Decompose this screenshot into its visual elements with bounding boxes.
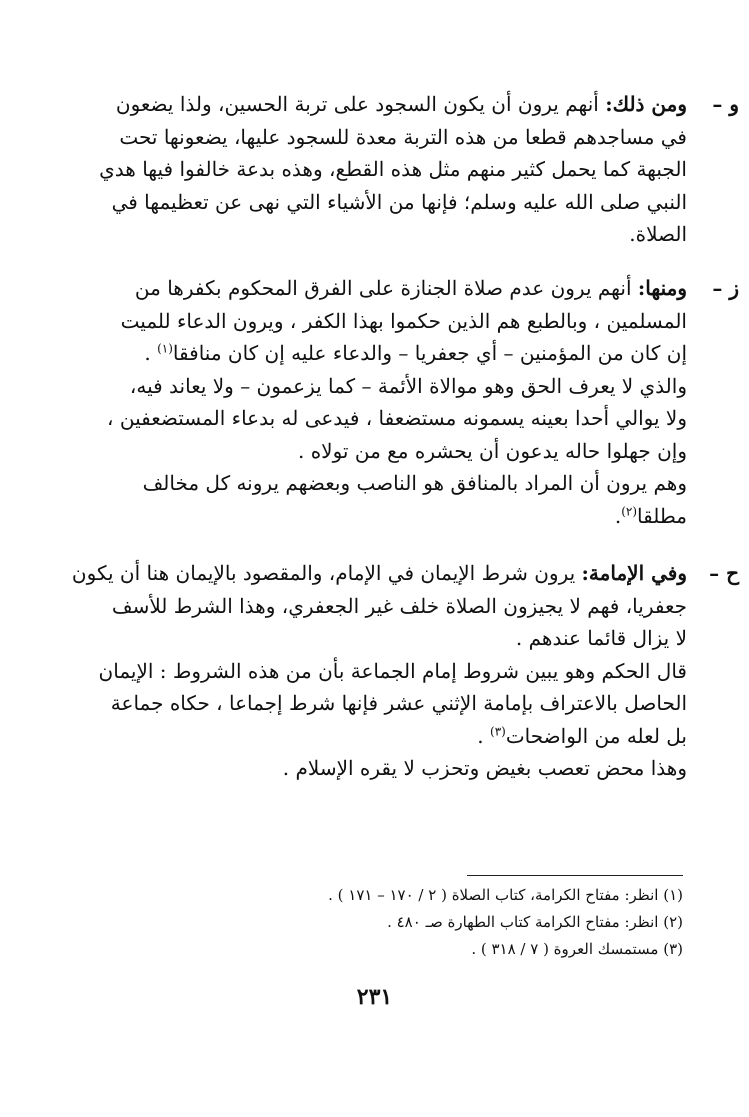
section-ha [71,557,739,785]
footnote-mark: (٢) [621,503,638,518]
text-line: لا يزال قائما عندهم . [515,626,687,650]
text-line: المسلمين ، وبالطبع هم الذين حكموا بهذا الكفر ، ويرون الدعاء للميت [120,308,687,333]
text-line: ومن ذلك: أنهم يرون أن يكون السجود على تربة الحسين، ولذا يضعون [115,92,687,116]
section-zay [107,272,739,532]
section-label: ح – [709,561,739,585]
text-line: قال الحكم وهو يبين شروط إمام الجماعة بأن من هذه الشروط : الإيمان [98,658,687,683]
text-line: في مساجدهم قطعا من هذه التربة معدة للسجود عليها، يضعونها تحت [119,124,687,149]
text-line: وهم يرون أن المراد بالمنافق هو الناصب وبعضهم يرونه كل مخالف [142,471,687,495]
section-waw [99,88,739,251]
text-line: ومنها: أنهم يرون عدم صلاة الجنازة على الفرق المحكوم بكفرها من [134,276,687,300]
text-line: مطلقا$^{(٢)}$. [614,503,687,528]
text-line: النبي صلى الله عليه وسلم؛ فإنها من الأشياء التي نهى عن تعظيمها في [111,189,687,214]
section-heading: وفي الإمامة: [581,561,687,585]
text-line: وفي الإمامة: يرون شرط الإيمان في الإمام، والمقصود بالإيمان هنا أن يكون [71,561,687,585]
text-line: وهذا محض تعصب بغيض وتحزب لا يقره الإسلام . [282,756,687,780]
footnote-item: (٢) انظر: مفتاح الكرامة كتاب الطهارة صـ ٤٨٠ . [387,913,683,931]
footnote-item: (١) انظر: مفتاح الكرامة، كتاب الصلاة ( ٢ / ١٧٠ – ١٧١ ) . [328,886,683,904]
section-label: و – [712,92,739,116]
text-line: الجبهة كما يحمل كثير منهم مثل هذه القطع، وهذه بدعة خالفوا فيها هدي [99,157,687,181]
text-line: جعفريا، فهم لا يجيزون الصلاة خلف غير الجعفري، وهذا الشرط للأسف [111,593,687,618]
footnotes [83,882,683,963]
text-line: وإن جهلوا حاله يدعون أن يحشره مع من تولاه . [297,438,687,463]
section-heading: ومنها: [637,276,687,300]
text-line: الصلاة. [629,222,687,246]
footnote-item: (٣) مستمسك العروة ( ٧ / ٣١٨ ) . [471,940,683,958]
text-line: ولا يوالي أحدا بعينه يسمونه مستضعفا ، فيدعى له بدعاء المستضعفين ، [107,406,687,430]
page-number: ٢٣١ [356,984,393,1010]
text-line: إن كان من المؤمنين – أي جعفريا – والدعاء عليه إن كان منافقا$^{(١)}$ . [144,341,687,365]
text-line: الحاصل بالاعتراف بإمامة الإثني عشر فإنها شرط إجماعا ، حكاه جماعة [110,691,687,715]
section-label: ز – [712,276,739,300]
footnote-mark: (٣) [490,723,506,738]
text-line: بل لعله من الواضحات$^{(٣)}$ . [477,723,687,748]
footnote-divider [467,875,683,876]
text-line: والذي لا يعرف الحق وهو موالاة الأئمة – كما يزعمون – ولا يعاند فيه، [129,373,687,398]
section-heading: ومن ذلك: [605,92,687,116]
footnote-mark: (١) [157,341,173,356]
